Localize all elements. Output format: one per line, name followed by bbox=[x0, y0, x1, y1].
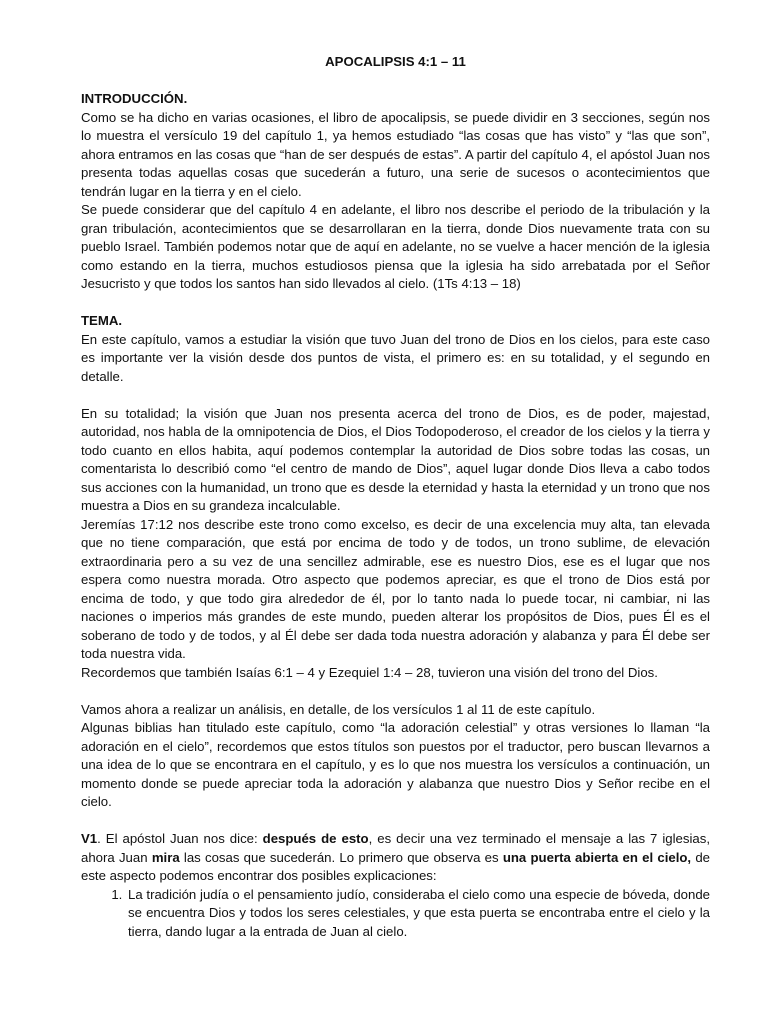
v1-text-2: , es decir una vez terminado el mensaje a las 7 iglesias, ahora Juan bbox=[81, 831, 710, 865]
v1-bold-2: mira bbox=[151, 849, 180, 865]
v1-explanations-list bbox=[81, 886, 710, 942]
v1-label: V1 bbox=[81, 831, 98, 846]
spacer bbox=[81, 386, 710, 405]
list-item: 1. La tradición judía o el pensamiento judío, consideraba el cielo como una especie de bóveda, donde se encuentra Dios y todos los seres celestiales, y que esta puerta se encontraba entre el cielo y la tierra, dando lugar a la entrada de Juan al cielo. bbox=[126, 886, 710, 942]
v1-bold-3: una puerta abierta en el cielo, bbox=[502, 849, 692, 865]
v1-text-3: las cosas que sucederán. Lo primero que observa es bbox=[179, 849, 503, 865]
tema-paragraph-6: Algunas biblias han titulado este capítulo, como “la adoración celestial” y otras versiones lo llaman “la adoración en el cielo”, recordemos que estos títulos son puestos por el traductor, pero buscan llevarnos a una idea de lo que se encontrara en el capítulo, y es lo que nos muestra los versículos a continuación, un momento donde se puede apreciar toda la adoración y alabanza que nuestro Dios y Señor recibe en el cielo. bbox=[81, 720, 710, 809]
v1-bold-1: después de esto bbox=[262, 831, 369, 846]
spacer bbox=[81, 812, 710, 831]
tema-heading: TEMA. bbox=[81, 313, 123, 328]
spacer bbox=[81, 294, 710, 313]
intro-heading: INTRODUCCIÓN. bbox=[81, 91, 188, 106]
v1-text-4: de este aspecto podemos encontrar dos posibles explicaciones: bbox=[81, 849, 710, 883]
spacer bbox=[81, 682, 710, 701]
tema-paragraph-2: En su totalidad; la visión que Juan nos presenta acerca del trono de Dios, es de poder, majestad, autoridad, nos habla de la omnipotencia de Dios, el Dios Todopoderoso, el creador de los cielos y la tierra y todo cuanto en ellos habita, aquí podemos contemplar la autoridad de Dios sobre todas las cosas, un comentarista lo describió como “el centro de mando de Dios”, aquel lugar donde Dios lleva a cabo todos sus acciones con la humanidad, un trono que es desde la eternidad y hasta la eternidad y un trono que nos muestra a Dios en su grandeza incalculable. bbox=[81, 405, 710, 513]
intro-paragraph-2: Se puede considerar que del capítulo 4 en adelante, el libro nos describe el periodo de la tribulación y la gran tribulación, acontecimientos que se desarrollaran en la tierra, donde Dios nuevamente trata con su pueblo Israel. También podemos notar que de aquí en adelante, no se vuelve a hacer mención de la iglesia como estando en la tierra, muchos estudiosos piensa que la iglesia ha sido arrebatada por el Señor Jesucristo y que todos los santos han sido llevados al cielo. (1Ts 4:13 – 18) bbox=[81, 202, 710, 291]
document-title: APOCALIPSIS 4:1 – 11 bbox=[325, 54, 466, 69]
tema-paragraph-5: Vamos ahora a realizar un análisis, en detalle, de los versículos 1 al 11 de este capítulo. bbox=[81, 701, 596, 717]
v1-text-1: . El apóstol Juan nos dice: bbox=[97, 831, 263, 846]
tema-paragraph-3: Jeremías 17:12 nos describe este trono como excelso, es decir de una excelencia muy alta, tan elevada que no tiene comparación, que está por encima de todo y de todos, un trono sublime, de elevación extraordinaria pero a su vez de una sencillez admirable, ese es nuestro Dios, ese es el lugar que nos espera como nuestra morada. Otro aspecto que podemos apreciar, es que el trono de Dios está por encima de todo, y que todo gira alrededor de él, por lo tanto nada lo puede tocar, ni cambiar, ni las naciones o imperios más grandes de este mundo, pueden alterar los propósitos de Dios, pues Él es el soberano de todo y de todos, y al Él debe ser dada toda nuestra adoración y alabanza y para Él debe ser toda nuestra vida. bbox=[81, 516, 710, 661]
tema-paragraph-4: Recordemos que también Isaías 6:1 – 4 y Ezequiel 1:4 – 28, tuvieron una visión del trono del Dios. bbox=[81, 664, 658, 680]
intro-paragraph-1: Como se ha dicho en varias ocasiones, el libro de apocalipsis, se puede dividir en 3 secciones, según nos lo muestra el versículo 19 del capítulo 1, ya hemos estudiado “las cosas que has visto” y “las que son”, ahora entramos en las cosas que “han de ser después de estas”. A partir del capítulo 4, el apóstol Juan nos presenta todas aquellas cosas que sucederán a futuro, una serie de sucesos o acontecimientos que tendrán lugar en la tierra y en el cielo. bbox=[81, 109, 710, 199]
tema-paragraph-1: En este capítulo, vamos a estudiar la visión que tuvo Juan del trono de Dios en los cielos, para este caso es importante ver la visión desde dos puntos de vista, el primero es: en su totalidad, y el segundo en detalle. bbox=[81, 331, 710, 384]
v1-paragraph bbox=[81, 830, 710, 886]
